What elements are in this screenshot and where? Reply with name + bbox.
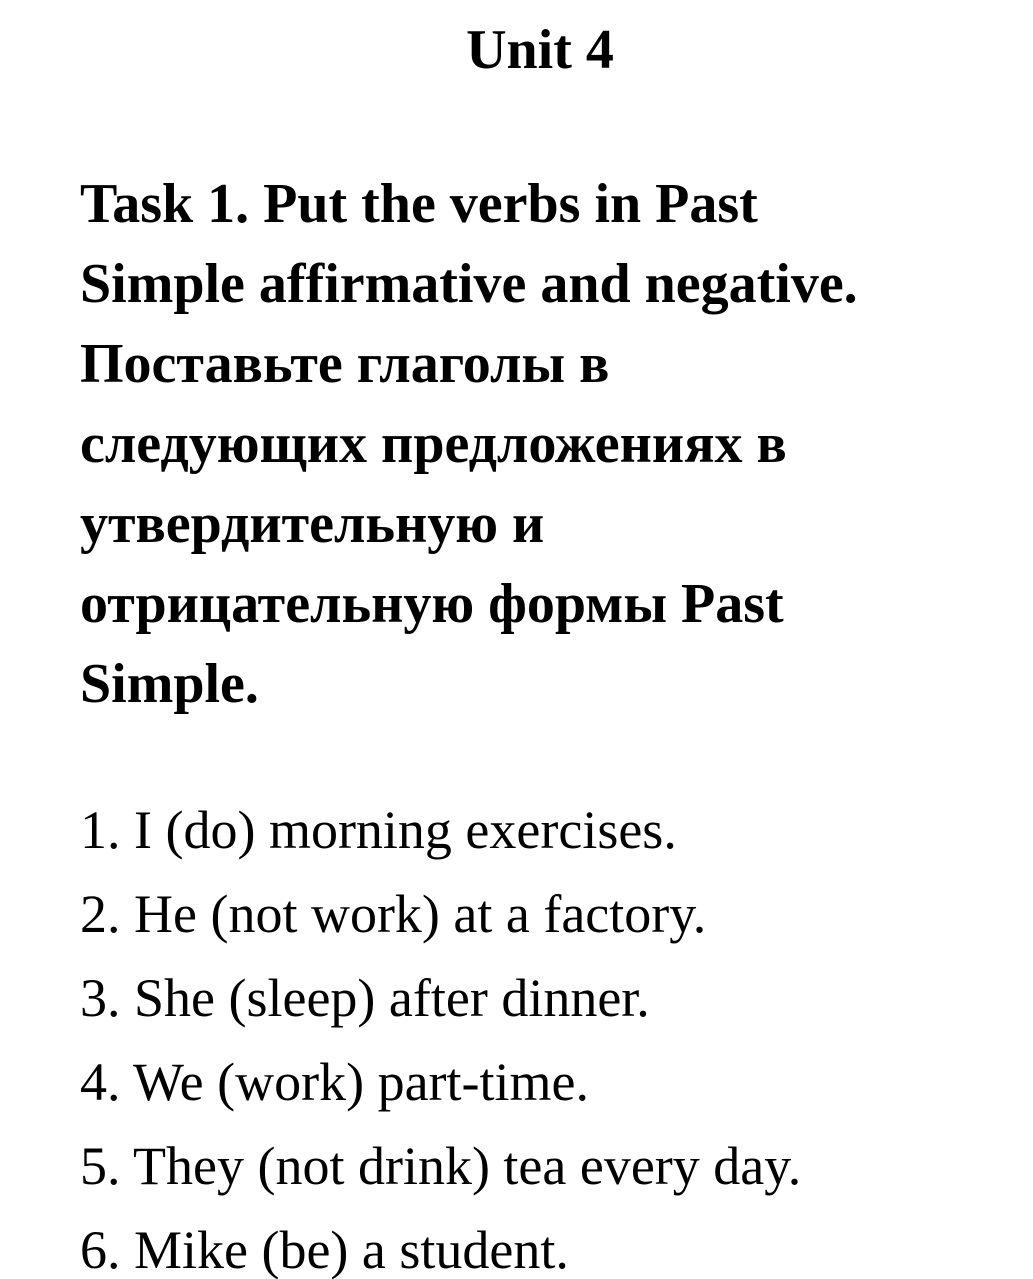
task-heading-line: Task 1. Put the verbs in Past	[80, 173, 758, 235]
exercise-sentence: 2. He (not work) at a factory.	[80, 884, 707, 944]
task-heading	[80, 164, 1020, 724]
exercise-sentence: 3. She (sleep) after dinner.	[80, 968, 650, 1028]
exercise-list	[80, 788, 1020, 1279]
task-heading-line: Поставьте глаголы в	[80, 333, 610, 395]
task-heading-line: отрицательную формы Past	[80, 573, 784, 635]
exercise-sentence: 1. I (do) morning exercises.	[80, 800, 677, 860]
exercise-sentence: 4. We (work) part-time.	[80, 1052, 589, 1112]
task-heading-line: следующих предложениях в	[80, 413, 787, 475]
unit-title: Unit 4	[466, 19, 614, 81]
task-heading-line: Simple affirmative and negative.	[80, 253, 858, 315]
task-heading-line: утвердительную и	[80, 493, 545, 555]
task-heading-line: Simple.	[80, 653, 259, 715]
exercise-sentence: 6. Mike (be) a student.	[80, 1220, 569, 1279]
exercise-sentence: 5. They (not drink) tea every day.	[80, 1136, 802, 1196]
